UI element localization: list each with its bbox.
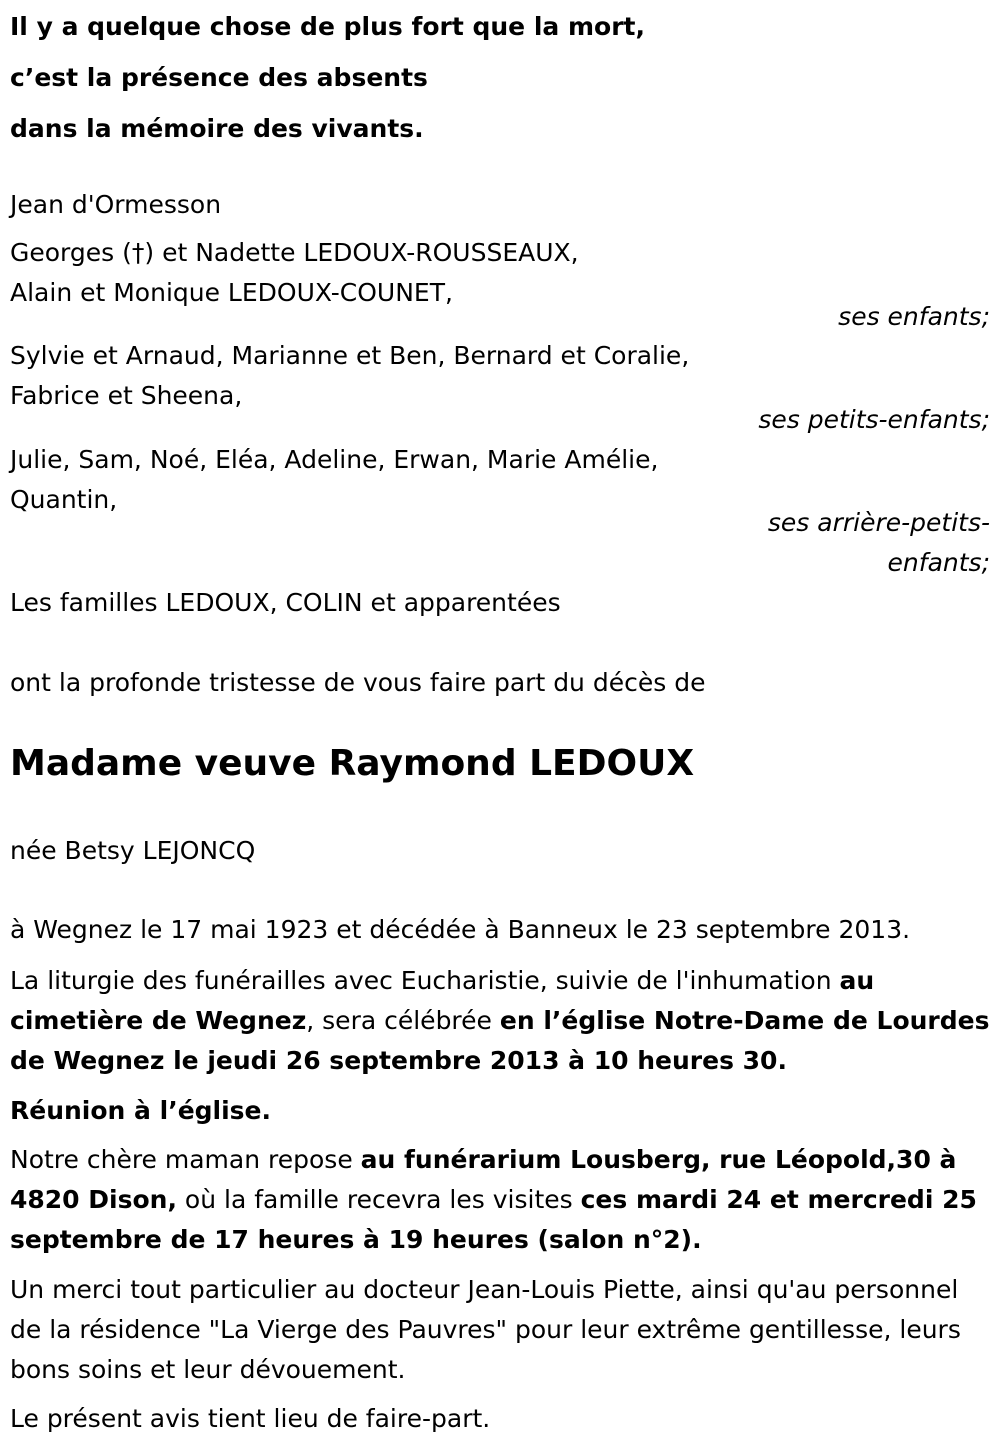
quote-line: Il y a quelque chose de plus fort que la mort,: [10, 12, 645, 41]
quote-line: c’est la présence des absents: [10, 63, 428, 92]
liturgy-text: , sera célébrée: [306, 1006, 500, 1035]
birth-death-line: à Wegnez le 17 mai 1923 et décédée à Banneux le 23 septembre 2013.: [10, 915, 911, 944]
visitation-paragraph: [10, 1140, 990, 1260]
great-grandchildren-role-line: enfants;: [887, 548, 990, 577]
children-line: Alain et Monique LEDOUX-COUNET,: [10, 278, 453, 307]
great-grandchildren-line: Quantin,: [10, 485, 118, 514]
visitation-schedule: ces mardi 24 et mercredi 25 septembre de 17 heures à 19 heures (salon n°2).: [10, 1185, 977, 1254]
great-grandchildren-line: Julie, Sam, Noé, Eléa, Adeline, Erwan, Marie Amélie,: [10, 445, 659, 474]
liturgy-cemetery: au cimetière de Wegnez: [10, 966, 875, 1035]
liturgy-paragraph: [10, 961, 990, 1081]
grandchildren-line: Fabrice et Sheena,: [10, 381, 243, 410]
great-grandchildren-role-line: ses arrière-petits-: [767, 508, 990, 537]
visitation-place: au funérarium Lousberg, rue Léopold,30 à 4820 Dison,: [10, 1145, 957, 1214]
thanks-paragraph: Un merci tout particulier au docteur Jean-Louis Piette, ainsi qu'au personnel de la résidence "La Vierge des Pauvres" pour leur extrême gentillesse, leurs bons soins et leur dévouement.: [10, 1275, 961, 1384]
announcement-line: ont la profonde tristesse de vous faire part du décès de: [10, 668, 706, 697]
visitation-text: où la famille recevra les visites: [176, 1185, 581, 1214]
liturgy-church-datetime: en l’église Notre-Dame de Lourdes de Wegnez le jeudi 26 septembre 2013 à 10 heures 30.: [10, 1006, 990, 1075]
grandchildren-line: Sylvie et Arnaud, Marianne et Ben, Bernard et Coralie,: [10, 341, 690, 370]
grandchildren-role: ses petits-enfants;: [758, 405, 990, 434]
liturgy-text: La liturgie des funérailles avec Eucharistie, suivie de l'inhumation: [10, 966, 840, 995]
families-line: Les familles LEDOUX, COLIN et apparentées: [10, 588, 561, 617]
notice-line: Le présent avis tient lieu de faire-part.: [10, 1404, 491, 1433]
meeting-line: Réunion à l’église.: [10, 1096, 272, 1125]
great-grandchildren-role: [768, 503, 990, 583]
maiden-name: née Betsy LEJONCQ: [10, 836, 256, 865]
quote-author: Jean d'Ormesson: [10, 190, 222, 219]
visitation-text: Notre chère maman repose: [10, 1145, 361, 1174]
epigraph-quote: [10, 1, 990, 154]
deceased-name: Madame veuve Raymond LEDOUX: [10, 743, 695, 784]
quote-line: dans la mémoire des vivants.: [10, 114, 424, 143]
children-line: Georges (†) et Nadette LEDOUX-ROUSSEAUX,: [10, 238, 579, 267]
children-role: ses enfants;: [838, 302, 990, 331]
